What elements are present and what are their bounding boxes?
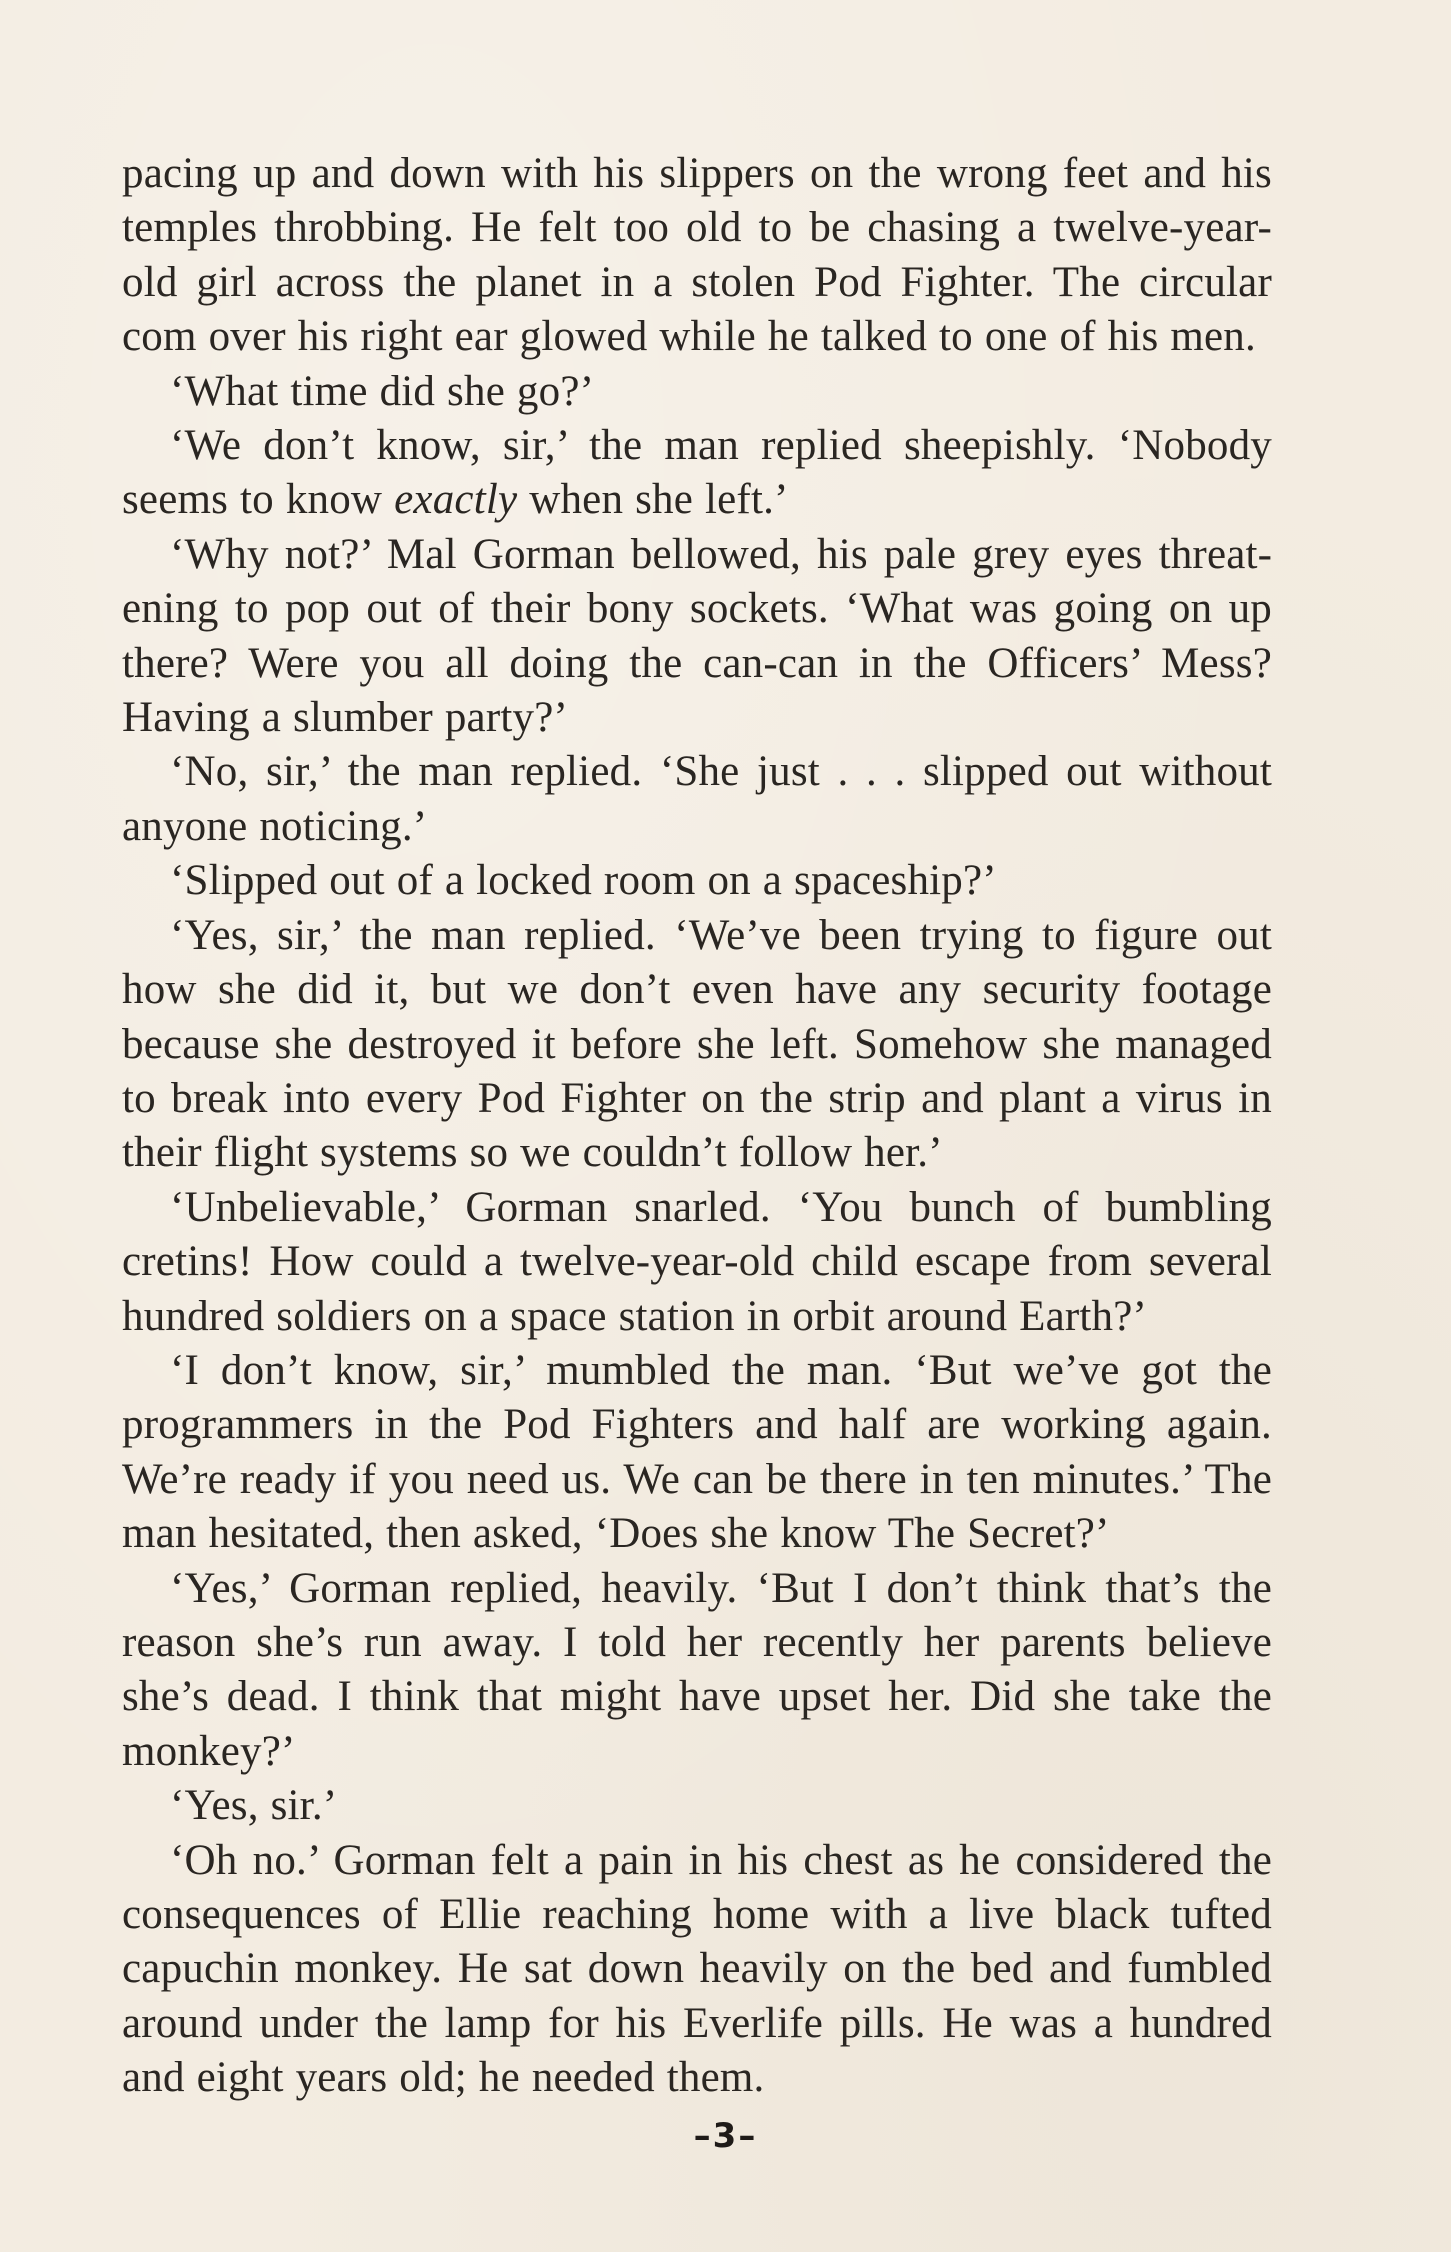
paragraph-9: ‘I don’t know, sir,’ mumbled the man. ‘But we’ve got the programmers in the Pod Fighters and half are working again. We’re ready if you need us. We can be there in ten minutes.’ The man hesitated, then asked, ‘Does she know The Secret?’ [122, 1346, 1272, 1558]
paragraph-1: pacing up and down with his slippers on the wrong feet and his temples throbbing. He felt too old to be chasing a twelve-year-old girl across the planet in a stolen Pod Fighter. The circular com over his right ear glowed while he talked to one of his men. [122, 150, 1272, 361]
paragraph-12: ‘Oh no.’ Gorman felt a pain in his chest as he considered the consequences of Ellie reaching home with a live black tufted capuchin monkey. He sat down heavily on the bed and fumbled around under the lamp for his Everlife pills. He was a hundred and eight years old; he needed them. [122, 1836, 1272, 2102]
paragraph-2: ‘What time did she go?’ [170, 367, 595, 415]
paragraph-6: ‘Slipped out of a locked room on a spaceship?’ [170, 857, 997, 905]
paragraph-10: ‘Yes,’ Gorman replied, heavily. ‘But I don’t think that’s the reason she’s run away. I told her recently her parents believe she’s dead. I think that might have upset her. Did she take the monkey?’ [122, 1564, 1272, 1775]
body-text [122, 147, 1272, 2106]
paragraph-3-before: ‘We don’t know, sir,’ the man replied sheepishly. ‘Nobody seems to know [122, 422, 1272, 524]
paragraph-3 [122, 419, 1272, 528]
paragraph-5: ‘No, sir,’ the man replied. ‘She just . . . slipped out without anyone noticing.’ [122, 748, 1272, 850]
paragraph-11: ‘Yes, sir.’ [170, 1782, 338, 1830]
paragraph-7: ‘Yes, sir,’ the man replied. ‘We’ve been trying to figure out how she did it, but we don’t even have any security footage because she destroyed it before she left. Somehow she managed to break into every Pod Fighter on the strip and plant a virus in their flight systems so we couldn’t follow her.’ [122, 911, 1272, 1177]
paragraph-8: ‘Unbelievable,’ Gorman snarled. ‘You bunch of bumbling cretins! How could a twelve-year-old child escape from several hundred soldiers on a space station in orbit around Earth?’ [122, 1183, 1272, 1340]
page-number: –3– [693, 2116, 758, 2156]
paragraph-4: ‘Why not?’ Mal Gorman bellowed, his pale grey eyes threatening to pop out of their bony sockets. ‘What was going on up there? Were you all doing the can-can in the Officers’ Mess? Having a slumber party?’ [122, 530, 1272, 742]
paragraph-3-after: when she left.’ [517, 476, 789, 524]
emphasis-exactly: exactly [394, 476, 518, 524]
